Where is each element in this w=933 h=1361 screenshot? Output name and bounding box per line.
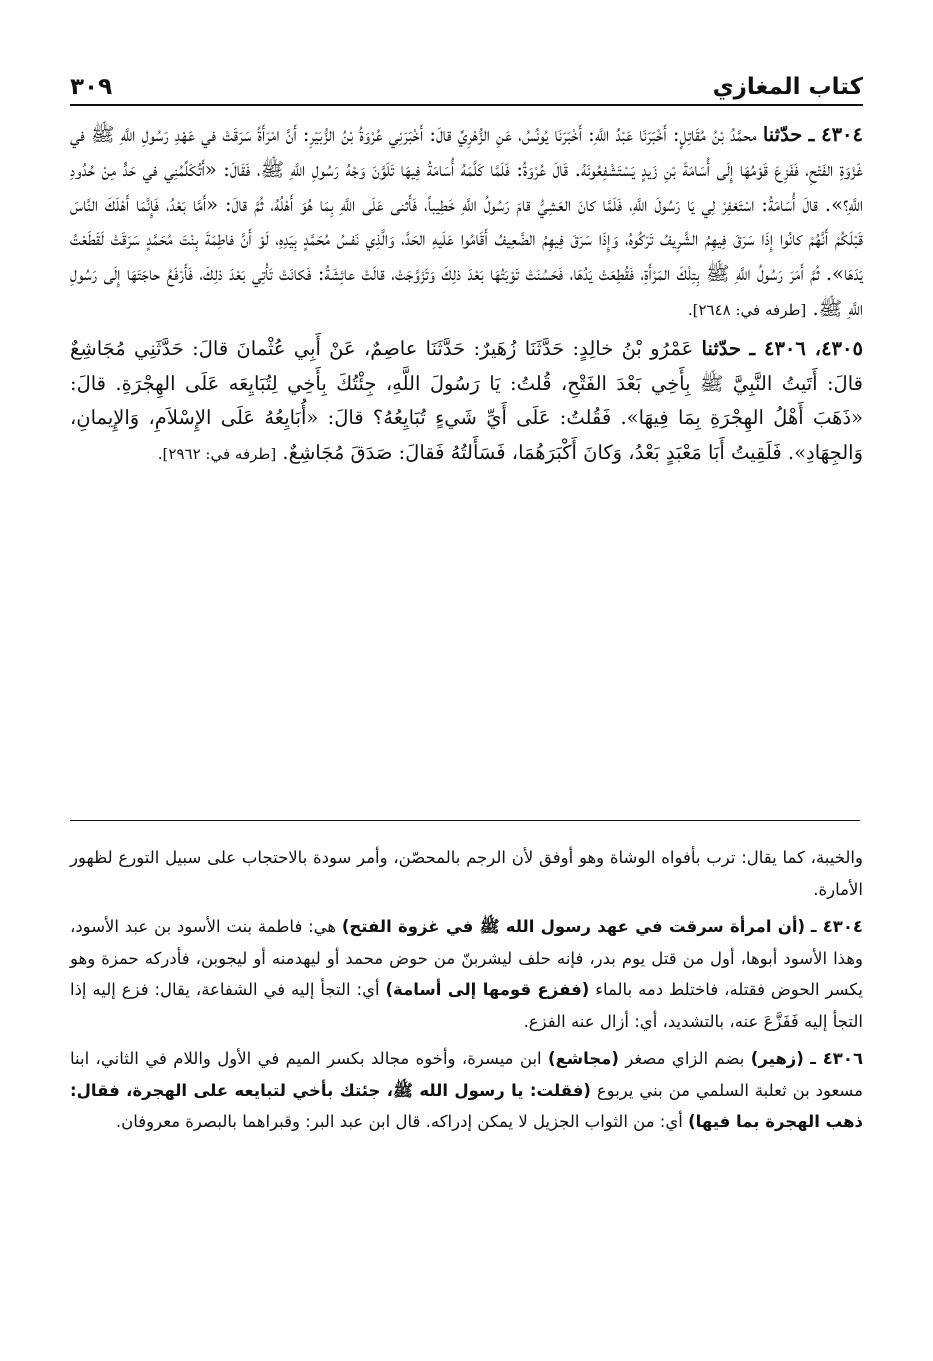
note-text: بضم الزاي مصغر	[625, 1049, 745, 1068]
note-text: هي: فاطمة بنت الأسود بن عبد الأسود، وهذا الأسود أبوها، أول من قتل يوم بدر، فإنه حلف ليشربنّ من حوض محمد أو ليهدمنه أو ليجوبن، فأدركه حمزة وهو يكسر الحوض فقتله، فاختلط دمه بالماء	[70, 917, 864, 999]
note-text: ابن ميسرة، وأخوه مجالد بكسر الميم في الأول واللام في الثاني، ابنا مسعود بن ثعلبة السلمي من بني يربوع	[70, 1049, 863, 1100]
hadith-number: ٤٣٠٥، ٤٣٠٦ ـ	[749, 336, 863, 360]
note-quote: (فقلت: يا رسول الله ﷺ، جئتك بأخي لتبايعه على الهجرة، فقال: ذهب الهجرة بما فيها)	[70, 1080, 863, 1131]
page-number: ٣٠٩	[70, 74, 113, 100]
note-text: أي: التجأ إليه في الشفاعة، يقال: فزع إليه إذا التجأ إليه فَفَزَّعَ عنه، بالتشديد، أي: أزال عنه الفزع.	[70, 980, 863, 1031]
page-header	[70, 56, 863, 106]
hadith-reference: [طرفه في: ٢٩٦٢].	[157, 445, 277, 464]
note-text: والخيبة، كما يقال: ترب بأفواه الوشاة وهو أوفق لأن الرجم بالمحصّن، وأمر سودة بالاحتجاب على سبيل التورع لظهور الأمارة.	[70, 848, 863, 899]
footnote-divider	[70, 820, 860, 821]
main-text	[70, 118, 863, 472]
note-number: ٤٣٠٦ ـ	[810, 1049, 864, 1068]
note-quote: (زهير)	[750, 1049, 804, 1068]
hadith-4304	[70, 118, 863, 328]
hadith-reference: [طرفه في: ٢٦٤٨].	[687, 300, 807, 319]
hadith-number: ٤٣٠٤ ـ	[808, 123, 863, 146]
note-4306	[70, 1043, 863, 1138]
note-continuation	[70, 842, 863, 905]
hadith-text: محمَّدُ بْنُ مُقَاتِلٍ: أَخْبَرَنَا عَبْدُ اللَّهِ: أَخْبَرَنَا يُونُسُ، عَنِ الزُّهْرِيِّ قالَ: أَخْبَرَنِي عُرْوَةُ بْنُ الزُّبَيْرِ: أَنَّ امْرَأَةً سَرَقَتْ في عَهْدِ رَسُولِ اللَّهِ ﷺ في غَزْوَةِ الفَتْحِ، فَفَزِعَ قَوْمُهَا إِلَى أُسَامَةَ بْنِ زَيدٍ يَسْتَشْفِعُونَهُ. قَالَ عُرْوَةُ: فَلَمَّا كَلَّمَهُ أُسَامَةُ فِيهَا تَلَوَّنَ وَجْهُ رَسُولِ اللَّهِ ﷺ، فَقَالَ: «أَتُكَلِّمُنِي في حَدٍّ مِنْ حُدُودِ اللَّهِ؟». قالَ أُسَامَةُ: اسْتَغفِرْ لِي يَا رَسُولَ اللَّهِ، فَلَمَّا كانَ العَشِيُّ قامَ رَسُولُ اللَّهِ خَطِيباً، فَأَثنى عَلَى اللَّهِ بِمَا هُوَ أَهْلُهُ، ثُمَّ قالَ: «أَمَّا بَعْدُ، فَإِنَّمَا أَهْلَكَ النَّاسَ قَبْلَكُمْ أَنَّهُمْ كانُوا إِذَا سَرَقَ فِيهِمُ الشَّرِيفُ تَرَكُوهُ، وَإِذَا سَرَقَ فِيهِمُ الضَّعِيفُ أَقَامُوا عَلَيهِ الحَدَّ، وَالَّذِي نَفسُ مُحَمَّدٍ بِيَدِهِ، لَوْ أَنَّ فاطِمَةَ بِنْتَ مُحَمَّدٍ سَرَقَتْ لَقَطَعْتُ يَدَهَا». ثُمَّ أَمَرَ رَسُولُ اللَّهِ ﷺ بِتِلْكَ المَرْأَةِ، فَقُطِعَتْ يَدُهَا، فَحَسُنَتْ تَوْبَتُهَا بَعْدَ ذلِكَ وَتَزَوَّجَتْ، قالَتْ عائِشَةُ: فَكانَتْ تَأْتِي بَعْدَ ذلِكَ، فَأَرْفَعُ حاجَتَهَا إِلَى رَسُولِ اللَّهِ ﷺ.	[70, 123, 863, 320]
note-quote: (مجاشع)	[548, 1049, 619, 1068]
note-text: أي: من الثواب الجزيل لا يمكن إدراكه. قال ابن عبد البر: وقبراهما بالبصرة معروفان.	[115, 1112, 683, 1131]
hadith-4305-4306	[70, 332, 863, 472]
commentary	[70, 842, 863, 1144]
hadith-text: عَمْرُو بْنُ خالِدٍ: حَدَّثَنَا زُهَيرٌ: حَدَّثَنَا عاصِمٌ، عَنْ أَبِي عُثْمانَ قالَ: حَدَّثَنِي مُجَاشِعٌ قالَ: أَتَيتُ النَّبِيَّ ﷺ بِأَخِي بَعْدَ الفَتْحِ، قُلتُ: يَا رَسُولَ اللَّهِ، جِئْتُكَ بِأَخِي لِتُبَايِعَه عَلَى الهِجْرَةِ. قالَ: «ذَهَبَ أَهْلُ الهِجْرَةِ بِمَا فِيهَا». فَقُلتُ: عَلَى أَيِّ شَيءٍ تُبَايِعُهُ؟ قالَ: «أُبَايِعُهُ عَلَى الإِسْلاَمِ، وَالإِيمانِ، وَالجِهَادِ». فَلَقِيتُ أَبَا مَعْبَدٍ بَعْدُ، وَكانَ أَكْبَرَهُمَا، فَسَأَلتُهُ فَقالَ: صَدَقَ مُجَاشِعٌ.	[70, 336, 863, 465]
note-number: ٤٣٠٤ ـ	[810, 917, 864, 936]
note-4304	[70, 911, 863, 1037]
hadith-lead: حدّثنا	[701, 336, 742, 360]
hadith-lead: حدّثنا	[762, 123, 803, 146]
note-quote: (ففزع قومها إلى أسامة)	[385, 980, 590, 999]
book-title: كتاب المغازي	[712, 74, 863, 100]
note-quote: (أن امرأة سرقت في عهد رسول الله ﷺ في غزوة الفتح)	[341, 917, 806, 936]
